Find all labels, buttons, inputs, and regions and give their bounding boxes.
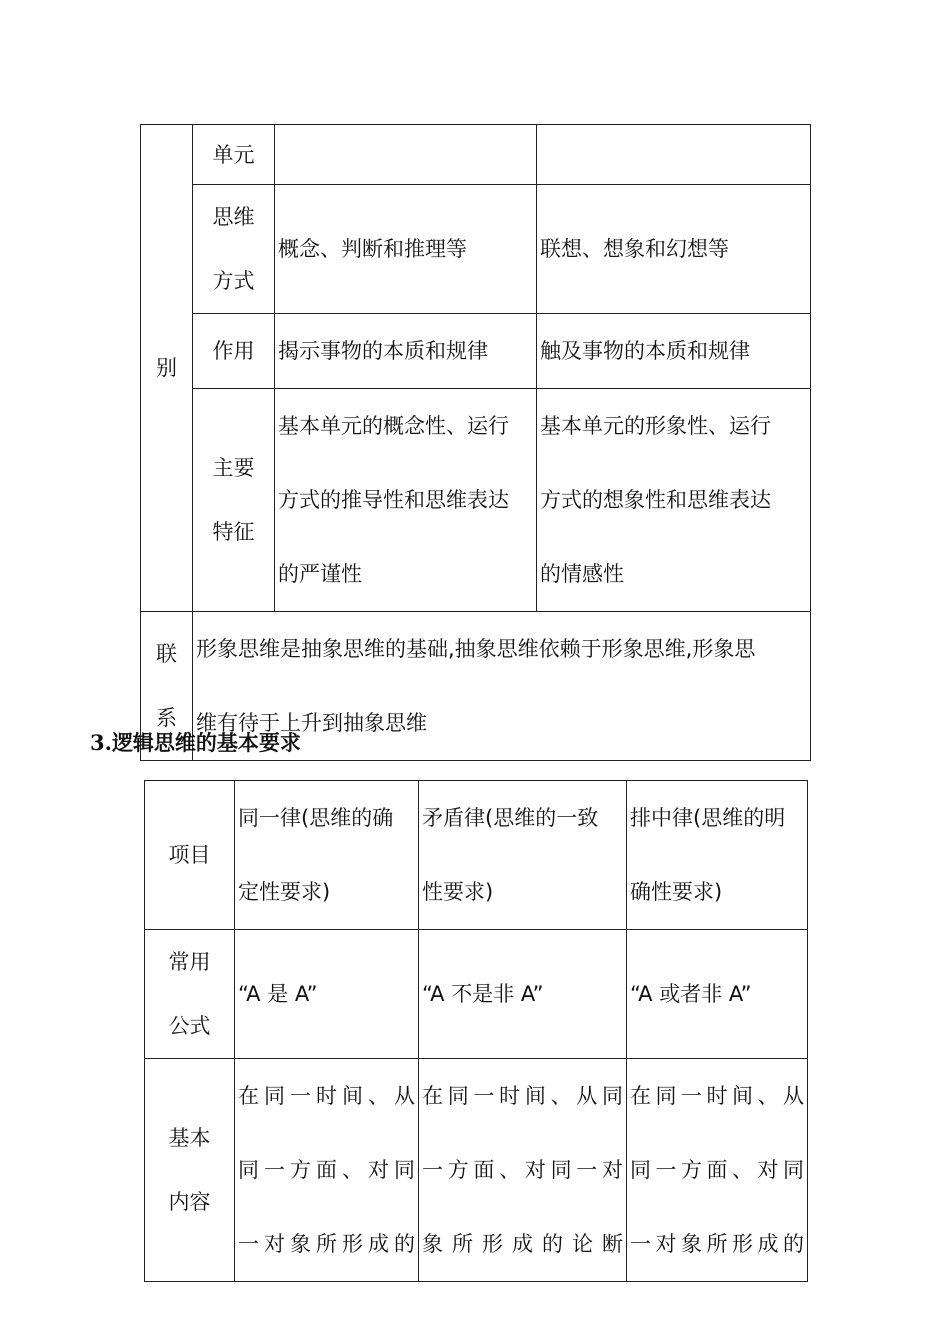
formula-contradiction: “A 不是非 A” <box>419 930 627 1059</box>
formula-identity: “A 是 A” <box>235 930 419 1059</box>
row-label-unit: 单元 <box>193 125 275 185</box>
content-label: 基本 内容 <box>145 1059 235 1282</box>
table-row <box>141 125 811 185</box>
section-title: 逻辑思维的基本要求 <box>111 731 301 755</box>
formula-excluded-middle: “A 或者非 A” <box>627 930 808 1059</box>
table-row <box>141 185 811 314</box>
header-law-excluded-middle: 排中律(思维的明 确性要求) <box>627 781 808 930</box>
row-label-mode: 思维 方式 <box>193 185 275 314</box>
cell-abstract-unit <box>275 125 537 185</box>
section-heading <box>90 726 301 760</box>
content-contradiction: 在同一时间、从同 一方面、对同一对 象所形成的论断 <box>419 1059 627 1282</box>
row-label-effect: 作用 <box>193 314 275 389</box>
header-law-identity: 同一律(思维的确 定性要求) <box>235 781 419 930</box>
header-item-label: 项目 <box>145 781 235 930</box>
row-label-features: 主要 特征 <box>193 389 275 612</box>
qubie-label: 别 <box>141 125 193 612</box>
content-identity: 在同一时间、从 同一方面、对同 一对象所形成的 <box>235 1059 419 1282</box>
formula-label: 常用 公式 <box>145 930 235 1059</box>
cell-abstract-features: 基本单元的概念性、运行 方式的推导性和思维表达 的严谨性 <box>275 389 537 612</box>
table-row <box>145 781 808 930</box>
content-excluded-middle: 在同一时间、从 同一方面、对同 一对象所形成的 <box>627 1059 808 1282</box>
lianxi-label: 联 系 <box>141 612 193 761</box>
table-row <box>145 930 808 1059</box>
section-number: 3. <box>90 730 112 755</box>
header-law-contradiction: 矛盾律(思维的一致 性要求) <box>419 781 627 930</box>
table-row <box>145 1059 808 1282</box>
cell-imaginal-unit <box>537 125 811 185</box>
cell-imaginal-mode: 联想、想象和幻想等 <box>537 185 811 314</box>
thinking-comparison-table <box>140 124 811 761</box>
cell-imaginal-features: 基本单元的形象性、运行 方式的想象性和思维表达 的情感性 <box>537 389 811 612</box>
logic-requirements-table <box>144 780 808 1282</box>
cell-abstract-effect: 揭示事物的本质和规律 <box>275 314 537 389</box>
lianxi-text: 形象思维是抽象思维的基础,抽象思维依赖于形象思维,形象思 维有待于上升到抽象思维 <box>193 612 811 761</box>
cell-imaginal-effect: 触及事物的本质和规律 <box>537 314 811 389</box>
table-row <box>141 389 811 612</box>
cell-abstract-mode: 概念、判断和推理等 <box>275 185 537 314</box>
table-row <box>141 314 811 389</box>
